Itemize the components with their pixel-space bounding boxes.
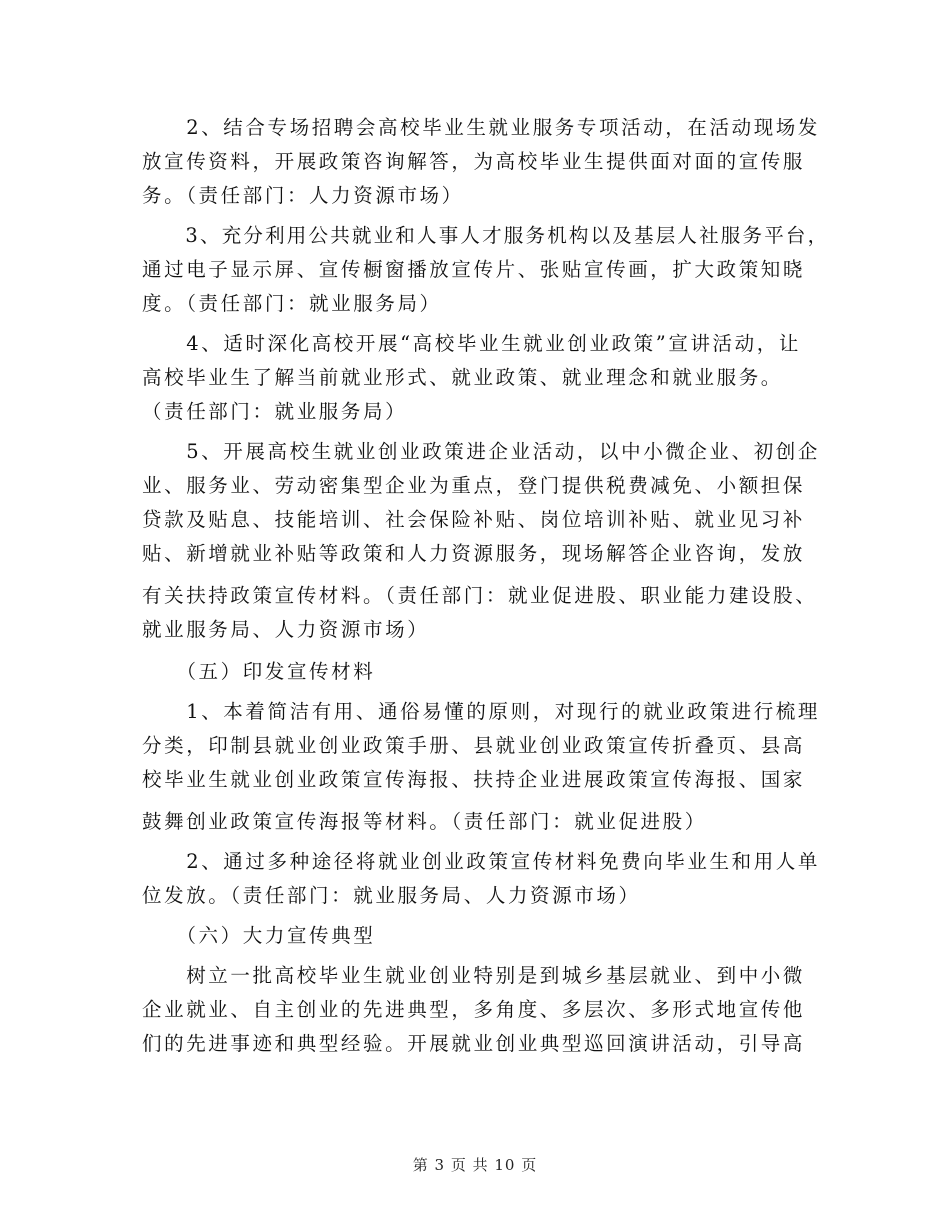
text-line: 度。（责任部门：就业服务局）	[142, 292, 442, 315]
text-line: 树立一批高校毕业生就业创业特别是到城乡基层就业、到中小微	[142, 964, 806, 987]
text-line: 放宣传资料，开展政策咨询解答，为高校毕业生提供面对面的宣传服	[142, 150, 806, 173]
text-line: 3、充分利用公共就业和人事人才服务机构以及基层人社服务平台，	[142, 224, 830, 247]
text-line: 业、服务业、劳动密集型企业为重点，登门提供税费减免、小额担保	[142, 474, 806, 497]
text-line: 鼓舞创业政策宣传海报等材料。（责任部门：就业促进股）	[142, 810, 707, 833]
text-line: （责任部门：就业服务局）	[142, 400, 408, 423]
text-line: 分类，印制县就业创业政策手册、县就业创业政策宣传折叠页、县高	[142, 734, 806, 757]
section-heading: （六）大力宣传典型	[142, 924, 376, 947]
text-line: 校毕业生就业创业政策宣传海报、扶持企业进展政策宣传海报、国家	[142, 768, 806, 791]
text-line: 4、适时深化高校开展“高校毕业生就业创业政策”宣讲活动，让	[142, 332, 801, 355]
text-line: 5、开展高校生就业创业政策进企业活动，以中小微企业、初创企	[142, 440, 821, 463]
text-line: 务。（责任部门：人力资源市场）	[142, 184, 464, 207]
text-line: 贴、新增就业补贴等政策和人力资源服务，现场解答企业咨询，发放	[142, 542, 806, 565]
text-line: 位发放。（责任部门：就业服务局、人力资源市场）	[142, 884, 641, 907]
text-line: 有关扶持政策宣传材料。（责任部门：就业促进股、职业能力建设股、	[142, 584, 818, 607]
section-heading: （五）印发宣传材料	[142, 660, 376, 683]
page-footer: 第 3 页 共 10 页	[412, 1156, 538, 1174]
text-line: 2、通过多种途径将就业创业政策宣传材料免费向毕业生和用人单	[142, 850, 821, 873]
text-line: 企业就业、自主创业的先进典型，多角度、多层次、多形式地宣传他	[142, 998, 806, 1021]
text-line: 2、结合专场招聘会高校毕业生就业服务专项活动，在活动现场发	[142, 116, 821, 139]
text-line: 高校毕业生了解当前就业形式、就业政策、就业理念和就业服务。	[142, 366, 783, 389]
text-line: 们的先进事迹和典型经验。开展就业创业典型巡回演讲活动，引导高	[142, 1032, 806, 1055]
text-line: 就业服务局、人力资源市场）	[142, 618, 430, 641]
text-line: 贷款及贴息、技能培训、社会保险补贴、岗位培训补贴、就业见习补	[142, 508, 806, 531]
text-line: 1、本着简洁有用、通俗易懂的原则，对现行的就业政策进行梳理	[142, 700, 821, 723]
text-line: 通过电子显示屏、宣传橱窗播放宣传片、张贴宣传画，扩大政策知晓	[142, 258, 806, 281]
